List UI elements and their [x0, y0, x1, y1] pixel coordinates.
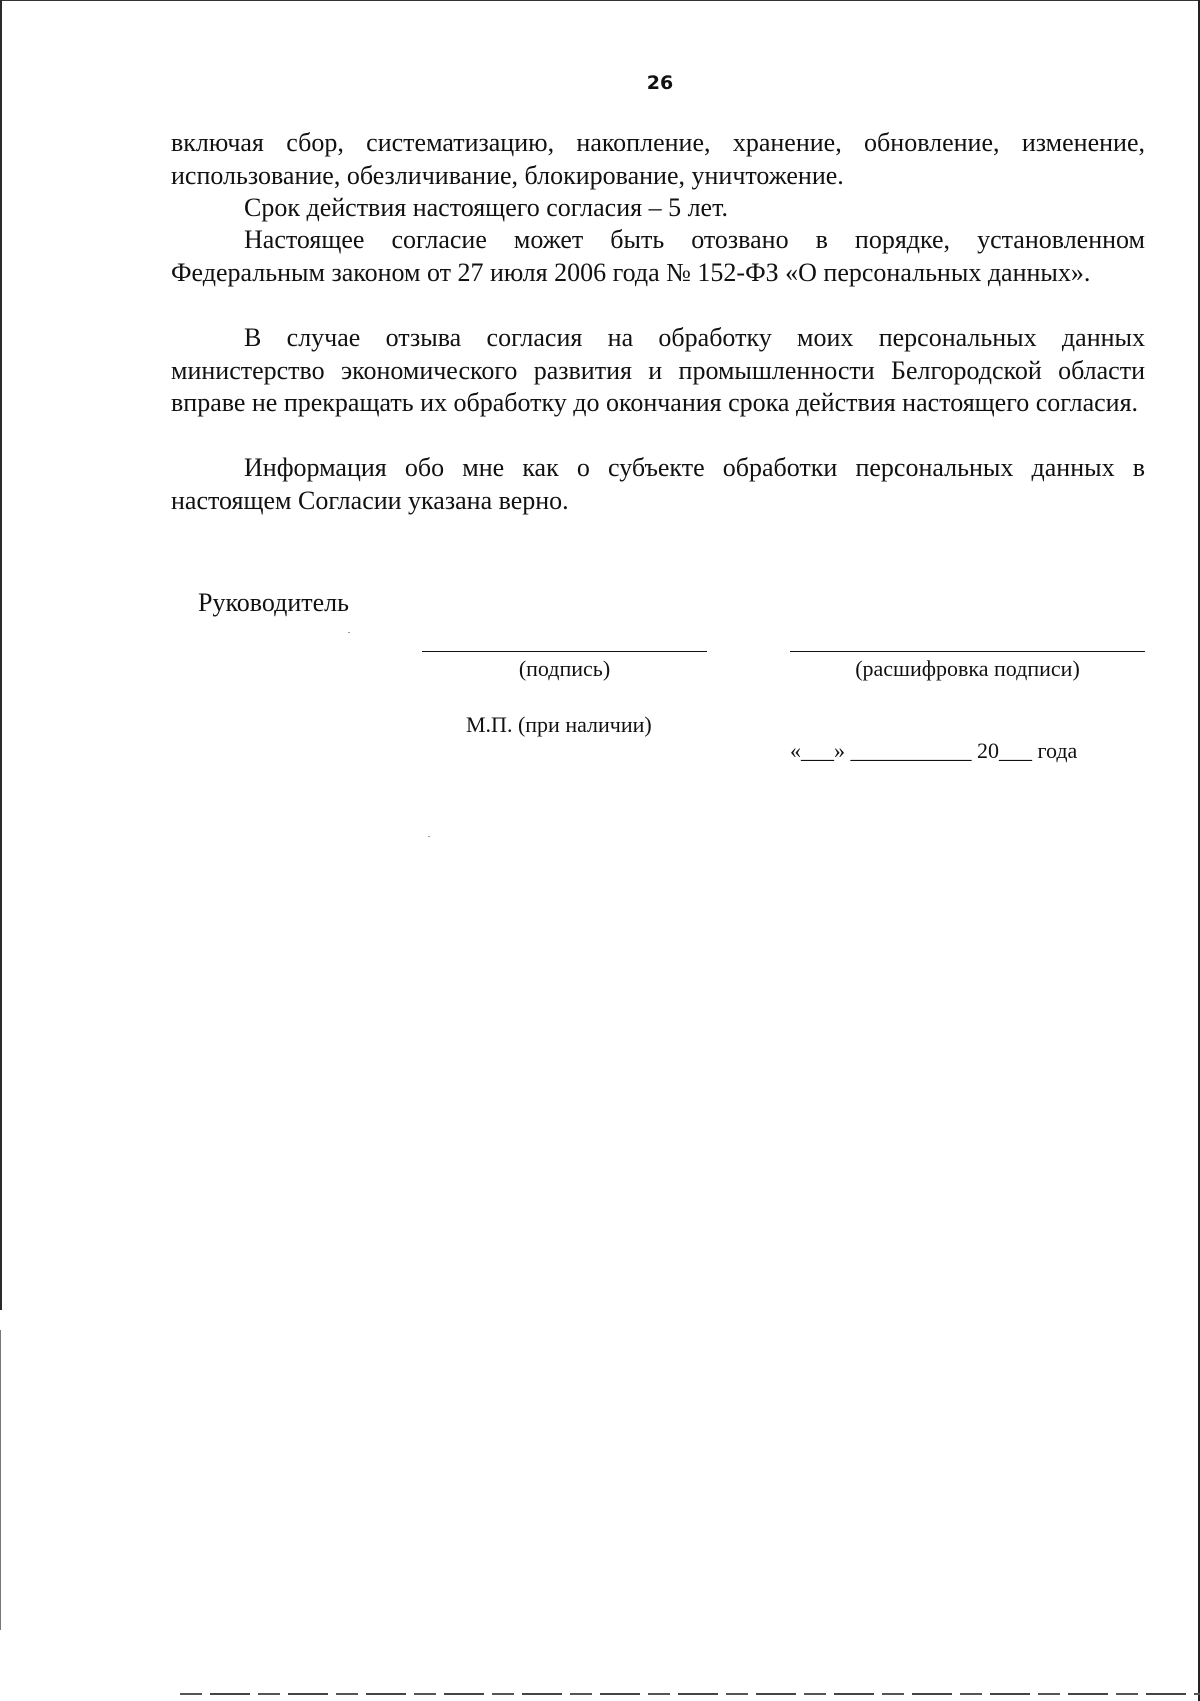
paragraph-revocation-consequences: В случае отзыва согласия на обработку моих персональных данных министерство экономического развития и промышленности Белгородской области вправе не прекращать их обработку до окончания срока действия настоящего согласия.: [171, 323, 1145, 417]
paragraph-consent-revocation: Настоящее согласие может быть отозвано в порядке, установленном Федеральным законом от 27 июля 2006 года № 152-ФЗ «О персональных данных».: [171, 225, 1145, 287]
paragraph-subject-info: Информация обо мне как о субъекте обработки персональных данных в настоящем Согласии указана верно.: [171, 453, 1145, 515]
signature-line: [422, 651, 707, 652]
date-line: «___» ___________ 20___ года: [790, 738, 1078, 763]
signature-decryption-caption: (расшифровка подписи): [855, 656, 1080, 681]
signer-role: Руководитель: [198, 588, 349, 617]
signature-decryption-line: [790, 651, 1145, 652]
scan-edge-top: [0, 0, 1200, 1]
paragraph-processing-actions: включая сбор, систематизацию, накопление, хранение, обновление, изменение, использование, обезличивание, блокирование, уничтожение.: [171, 128, 1145, 190]
signature-caption: (подпись): [518, 656, 611, 681]
paragraph-consent-term: Срок действия настоящего согласия – 5 лет.: [244, 193, 728, 222]
scan-speck: [348, 632, 350, 633]
page-number: 26: [646, 72, 674, 94]
scan-edge-bottom: [180, 1693, 1200, 1695]
scan-edge-left-lower: [0, 1330, 1, 1630]
stamp-placeholder: М.П. (при наличии): [466, 712, 652, 737]
scan-speck: [428, 836, 430, 837]
scan-edge-left: [0, 0, 2, 1310]
